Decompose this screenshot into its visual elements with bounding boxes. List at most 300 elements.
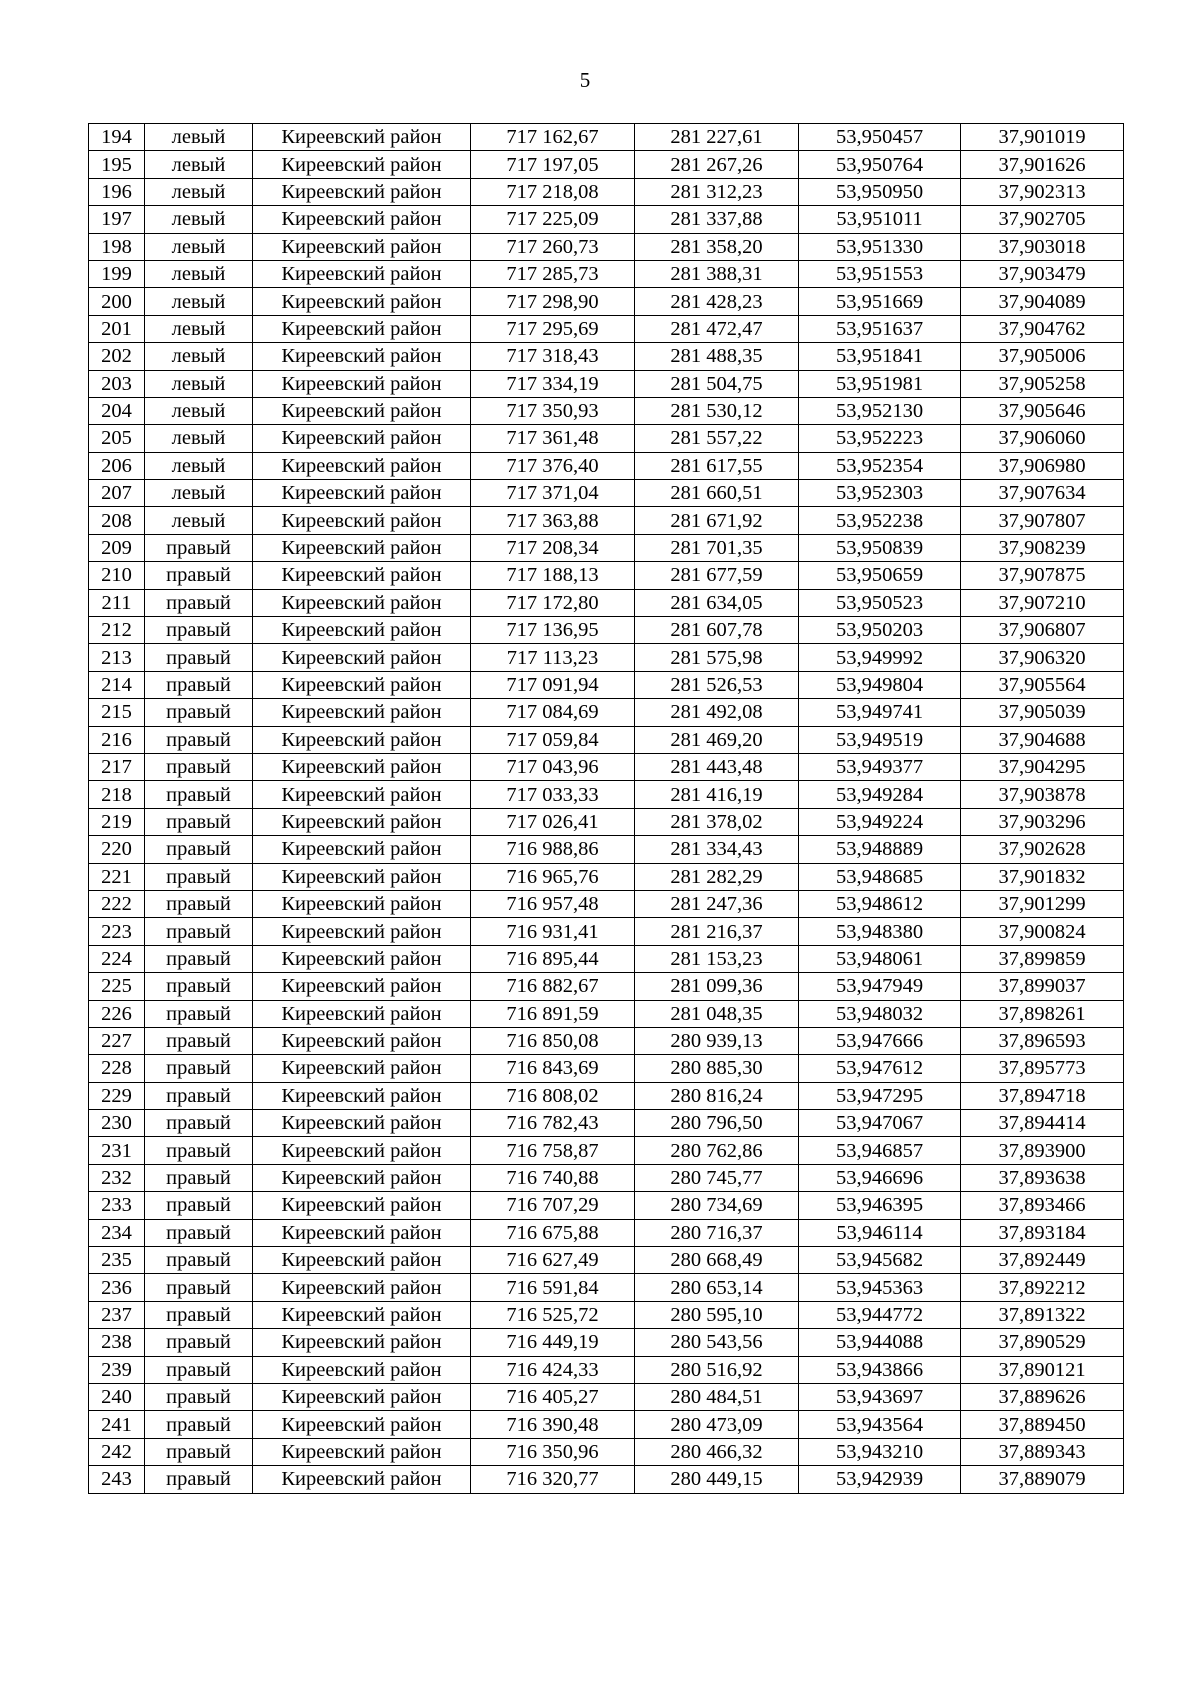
y-coordinate-cell: 281 671,92 xyxy=(635,507,799,534)
y-coordinate-cell: 280 762,86 xyxy=(635,1137,799,1164)
bank-side-cell: левый xyxy=(145,206,253,233)
point-number-cell: 208 xyxy=(89,507,145,534)
latitude-cell: 53,952303 xyxy=(799,480,961,507)
district-cell: Киреевский район xyxy=(253,1438,471,1465)
longitude-cell: 37,900824 xyxy=(961,918,1124,945)
longitude-cell: 37,902313 xyxy=(961,178,1124,205)
x-coordinate-cell: 716 627,49 xyxy=(471,1247,635,1274)
longitude-cell: 37,901299 xyxy=(961,890,1124,917)
district-cell: Киреевский район xyxy=(253,1082,471,1109)
latitude-cell: 53,949804 xyxy=(799,671,961,698)
x-coordinate-cell: 716 895,44 xyxy=(471,945,635,972)
table-row xyxy=(89,973,1124,1000)
table-row xyxy=(89,808,1124,835)
table-row xyxy=(89,425,1124,452)
table-row xyxy=(89,1329,1124,1356)
point-number-cell: 211 xyxy=(89,589,145,616)
x-coordinate-cell: 716 965,76 xyxy=(471,863,635,890)
x-coordinate-cell: 717 371,04 xyxy=(471,480,635,507)
district-cell: Киреевский район xyxy=(253,1137,471,1164)
y-coordinate-cell: 281 677,59 xyxy=(635,562,799,589)
point-number-cell: 202 xyxy=(89,343,145,370)
latitude-cell: 53,952223 xyxy=(799,425,961,452)
longitude-cell: 37,906980 xyxy=(961,452,1124,479)
table-row xyxy=(89,1438,1124,1465)
district-cell: Киреевский район xyxy=(253,343,471,370)
bank-side-cell: правый xyxy=(145,617,253,644)
longitude-cell: 37,903479 xyxy=(961,260,1124,287)
longitude-cell: 37,896593 xyxy=(961,1027,1124,1054)
y-coordinate-cell: 281 492,08 xyxy=(635,699,799,726)
longitude-cell: 37,907807 xyxy=(961,507,1124,534)
y-coordinate-cell: 281 660,51 xyxy=(635,480,799,507)
latitude-cell: 53,946114 xyxy=(799,1219,961,1246)
y-coordinate-cell: 281 634,05 xyxy=(635,589,799,616)
longitude-cell: 37,892449 xyxy=(961,1247,1124,1274)
district-cell: Киреевский район xyxy=(253,617,471,644)
longitude-cell: 37,907634 xyxy=(961,480,1124,507)
table-row xyxy=(89,1082,1124,1109)
bank-side-cell: правый xyxy=(145,1301,253,1328)
bank-side-cell: правый xyxy=(145,1466,253,1493)
y-coordinate-cell: 280 668,49 xyxy=(635,1247,799,1274)
longitude-cell: 37,894718 xyxy=(961,1082,1124,1109)
longitude-cell: 37,890529 xyxy=(961,1329,1124,1356)
latitude-cell: 53,943697 xyxy=(799,1383,961,1410)
point-number-cell: 196 xyxy=(89,178,145,205)
y-coordinate-cell: 281 048,35 xyxy=(635,1000,799,1027)
x-coordinate-cell: 716 675,88 xyxy=(471,1219,635,1246)
latitude-cell: 53,947612 xyxy=(799,1055,961,1082)
x-coordinate-cell: 717 043,96 xyxy=(471,753,635,780)
y-coordinate-cell: 281 469,20 xyxy=(635,726,799,753)
x-coordinate-cell: 717 091,94 xyxy=(471,671,635,698)
latitude-cell: 53,951841 xyxy=(799,343,961,370)
latitude-cell: 53,951330 xyxy=(799,233,961,260)
bank-side-cell: правый xyxy=(145,1274,253,1301)
y-coordinate-cell: 281 416,19 xyxy=(635,781,799,808)
point-number-cell: 236 xyxy=(89,1274,145,1301)
district-cell: Киреевский район xyxy=(253,836,471,863)
point-number-cell: 210 xyxy=(89,562,145,589)
longitude-cell: 37,903296 xyxy=(961,808,1124,835)
longitude-cell: 37,893900 xyxy=(961,1137,1124,1164)
point-number-cell: 223 xyxy=(89,918,145,945)
x-coordinate-cell: 717 218,08 xyxy=(471,178,635,205)
y-coordinate-cell: 280 595,10 xyxy=(635,1301,799,1328)
district-cell: Киреевский район xyxy=(253,863,471,890)
bank-side-cell: левый xyxy=(145,178,253,205)
latitude-cell: 53,950457 xyxy=(799,124,961,151)
y-coordinate-cell: 281 701,35 xyxy=(635,534,799,561)
x-coordinate-cell: 716 782,43 xyxy=(471,1110,635,1137)
point-number-cell: 204 xyxy=(89,397,145,424)
point-number-cell: 227 xyxy=(89,1027,145,1054)
y-coordinate-cell: 280 516,92 xyxy=(635,1356,799,1383)
bank-side-cell: левый xyxy=(145,397,253,424)
longitude-cell: 37,899859 xyxy=(961,945,1124,972)
district-cell: Киреевский район xyxy=(253,589,471,616)
longitude-cell: 37,906320 xyxy=(961,644,1124,671)
y-coordinate-cell: 280 734,69 xyxy=(635,1192,799,1219)
latitude-cell: 53,947067 xyxy=(799,1110,961,1137)
district-cell: Киреевский район xyxy=(253,781,471,808)
longitude-cell: 37,904089 xyxy=(961,288,1124,315)
district-cell: Киреевский район xyxy=(253,1356,471,1383)
x-coordinate-cell: 716 931,41 xyxy=(471,918,635,945)
y-coordinate-cell: 280 484,51 xyxy=(635,1383,799,1410)
y-coordinate-cell: 280 466,32 xyxy=(635,1438,799,1465)
district-cell: Киреевский район xyxy=(253,1000,471,1027)
bank-side-cell: правый xyxy=(145,1000,253,1027)
point-number-cell: 222 xyxy=(89,890,145,917)
bank-side-cell: правый xyxy=(145,753,253,780)
x-coordinate-cell: 716 957,48 xyxy=(471,890,635,917)
district-cell: Киреевский район xyxy=(253,206,471,233)
point-number-cell: 220 xyxy=(89,836,145,863)
longitude-cell: 37,904762 xyxy=(961,315,1124,342)
longitude-cell: 37,889626 xyxy=(961,1383,1124,1410)
latitude-cell: 53,951553 xyxy=(799,260,961,287)
y-coordinate-cell: 280 449,15 xyxy=(635,1466,799,1493)
point-number-cell: 228 xyxy=(89,1055,145,1082)
table-row xyxy=(89,753,1124,780)
x-coordinate-cell: 716 758,87 xyxy=(471,1137,635,1164)
longitude-cell: 37,901019 xyxy=(961,124,1124,151)
bank-side-cell: правый xyxy=(145,1329,253,1356)
point-number-cell: 226 xyxy=(89,1000,145,1027)
x-coordinate-cell: 717 026,41 xyxy=(471,808,635,835)
table-row xyxy=(89,1356,1124,1383)
table-row xyxy=(89,233,1124,260)
latitude-cell: 53,949992 xyxy=(799,644,961,671)
longitude-cell: 37,891322 xyxy=(961,1301,1124,1328)
y-coordinate-cell: 281 526,53 xyxy=(635,671,799,698)
district-cell: Киреевский район xyxy=(253,945,471,972)
latitude-cell: 53,946857 xyxy=(799,1137,961,1164)
table-row xyxy=(89,726,1124,753)
longitude-cell: 37,893638 xyxy=(961,1164,1124,1191)
district-cell: Киреевский район xyxy=(253,1383,471,1410)
longitude-cell: 37,905258 xyxy=(961,370,1124,397)
district-cell: Киреевский район xyxy=(253,671,471,698)
bank-side-cell: правый xyxy=(145,836,253,863)
table-row xyxy=(89,1027,1124,1054)
table-row xyxy=(89,1219,1124,1246)
table-row xyxy=(89,589,1124,616)
y-coordinate-cell: 281 617,55 xyxy=(635,452,799,479)
bank-side-cell: правый xyxy=(145,1082,253,1109)
district-cell: Киреевский район xyxy=(253,918,471,945)
bank-side-cell: правый xyxy=(145,644,253,671)
bank-side-cell: правый xyxy=(145,1164,253,1191)
point-number-cell: 233 xyxy=(89,1192,145,1219)
x-coordinate-cell: 716 449,19 xyxy=(471,1329,635,1356)
latitude-cell: 53,951011 xyxy=(799,206,961,233)
x-coordinate-cell: 716 882,67 xyxy=(471,973,635,1000)
x-coordinate-cell: 717 298,90 xyxy=(471,288,635,315)
x-coordinate-cell: 716 891,59 xyxy=(471,1000,635,1027)
y-coordinate-cell: 280 745,77 xyxy=(635,1164,799,1191)
latitude-cell: 53,948612 xyxy=(799,890,961,917)
y-coordinate-cell: 281 099,36 xyxy=(635,973,799,1000)
point-number-cell: 198 xyxy=(89,233,145,260)
latitude-cell: 53,943564 xyxy=(799,1411,961,1438)
longitude-cell: 37,908239 xyxy=(961,534,1124,561)
bank-side-cell: левый xyxy=(145,151,253,178)
x-coordinate-cell: 716 850,08 xyxy=(471,1027,635,1054)
bank-side-cell: левый xyxy=(145,370,253,397)
point-number-cell: 205 xyxy=(89,425,145,452)
table-row xyxy=(89,1274,1124,1301)
point-number-cell: 221 xyxy=(89,863,145,890)
longitude-cell: 37,906807 xyxy=(961,617,1124,644)
table-row xyxy=(89,370,1124,397)
district-cell: Киреевский район xyxy=(253,425,471,452)
x-coordinate-cell: 716 350,96 xyxy=(471,1438,635,1465)
latitude-cell: 53,949224 xyxy=(799,808,961,835)
district-cell: Киреевский район xyxy=(253,753,471,780)
table-row xyxy=(89,151,1124,178)
y-coordinate-cell: 281 557,22 xyxy=(635,425,799,452)
longitude-cell: 37,889450 xyxy=(961,1411,1124,1438)
x-coordinate-cell: 717 285,73 xyxy=(471,260,635,287)
point-number-cell: 206 xyxy=(89,452,145,479)
x-coordinate-cell: 716 740,88 xyxy=(471,1164,635,1191)
bank-side-cell: левый xyxy=(145,507,253,534)
y-coordinate-cell: 281 428,23 xyxy=(635,288,799,315)
y-coordinate-cell: 281 312,23 xyxy=(635,178,799,205)
table-row xyxy=(89,699,1124,726)
bank-side-cell: левый xyxy=(145,425,253,452)
district-cell: Киреевский район xyxy=(253,1247,471,1274)
x-coordinate-cell: 716 707,29 xyxy=(471,1192,635,1219)
bank-side-cell: правый xyxy=(145,562,253,589)
latitude-cell: 53,949519 xyxy=(799,726,961,753)
x-coordinate-cell: 717 136,95 xyxy=(471,617,635,644)
longitude-cell: 37,902705 xyxy=(961,206,1124,233)
district-cell: Киреевский район xyxy=(253,1055,471,1082)
point-number-cell: 224 xyxy=(89,945,145,972)
y-coordinate-cell: 281 334,43 xyxy=(635,836,799,863)
y-coordinate-cell: 281 282,29 xyxy=(635,863,799,890)
longitude-cell: 37,901832 xyxy=(961,863,1124,890)
point-number-cell: 214 xyxy=(89,671,145,698)
x-coordinate-cell: 717 260,73 xyxy=(471,233,635,260)
latitude-cell: 53,950203 xyxy=(799,617,961,644)
point-number-cell: 234 xyxy=(89,1219,145,1246)
district-cell: Киреевский район xyxy=(253,1219,471,1246)
longitude-cell: 37,890121 xyxy=(961,1356,1124,1383)
point-number-cell: 229 xyxy=(89,1082,145,1109)
x-coordinate-cell: 717 059,84 xyxy=(471,726,635,753)
table-row xyxy=(89,1055,1124,1082)
bank-side-cell: правый xyxy=(145,1219,253,1246)
point-number-cell: 209 xyxy=(89,534,145,561)
district-cell: Киреевский район xyxy=(253,260,471,287)
district-cell: Киреевский район xyxy=(253,534,471,561)
district-cell: Киреевский район xyxy=(253,1164,471,1191)
point-number-cell: 203 xyxy=(89,370,145,397)
latitude-cell: 53,952130 xyxy=(799,397,961,424)
point-number-cell: 213 xyxy=(89,644,145,671)
x-coordinate-cell: 716 320,77 xyxy=(471,1466,635,1493)
latitude-cell: 53,948380 xyxy=(799,918,961,945)
x-coordinate-cell: 716 405,27 xyxy=(471,1383,635,1410)
bank-side-cell: правый xyxy=(145,973,253,1000)
table-row xyxy=(89,452,1124,479)
latitude-cell: 53,942939 xyxy=(799,1466,961,1493)
bank-side-cell: правый xyxy=(145,781,253,808)
district-cell: Киреевский район xyxy=(253,808,471,835)
latitude-cell: 53,949284 xyxy=(799,781,961,808)
x-coordinate-cell: 717 208,34 xyxy=(471,534,635,561)
y-coordinate-cell: 281 388,31 xyxy=(635,260,799,287)
x-coordinate-cell: 717 113,23 xyxy=(471,644,635,671)
x-coordinate-cell: 716 591,84 xyxy=(471,1274,635,1301)
y-coordinate-cell: 281 504,75 xyxy=(635,370,799,397)
x-coordinate-cell: 717 162,67 xyxy=(471,124,635,151)
table-row xyxy=(89,1137,1124,1164)
x-coordinate-cell: 717 318,43 xyxy=(471,343,635,370)
table-row xyxy=(89,1110,1124,1137)
y-coordinate-cell: 281 378,02 xyxy=(635,808,799,835)
latitude-cell: 53,948685 xyxy=(799,863,961,890)
latitude-cell: 53,952354 xyxy=(799,452,961,479)
x-coordinate-cell: 717 172,80 xyxy=(471,589,635,616)
x-coordinate-cell: 717 334,19 xyxy=(471,370,635,397)
longitude-cell: 37,889343 xyxy=(961,1438,1124,1465)
x-coordinate-cell: 716 988,86 xyxy=(471,836,635,863)
latitude-cell: 53,946696 xyxy=(799,1164,961,1191)
coordinates-table-body xyxy=(89,124,1124,1494)
x-coordinate-cell: 716 808,02 xyxy=(471,1082,635,1109)
longitude-cell: 37,899037 xyxy=(961,973,1124,1000)
latitude-cell: 53,950950 xyxy=(799,178,961,205)
district-cell: Киреевский район xyxy=(253,644,471,671)
bank-side-cell: правый xyxy=(145,1110,253,1137)
bank-side-cell: правый xyxy=(145,1137,253,1164)
point-number-cell: 216 xyxy=(89,726,145,753)
y-coordinate-cell: 280 716,37 xyxy=(635,1219,799,1246)
point-number-cell: 241 xyxy=(89,1411,145,1438)
latitude-cell: 53,947666 xyxy=(799,1027,961,1054)
district-cell: Киреевский район xyxy=(253,973,471,1000)
longitude-cell: 37,901626 xyxy=(961,151,1124,178)
point-number-cell: 197 xyxy=(89,206,145,233)
latitude-cell: 53,948889 xyxy=(799,836,961,863)
bank-side-cell: левый xyxy=(145,260,253,287)
y-coordinate-cell: 280 816,24 xyxy=(635,1082,799,1109)
district-cell: Киреевский район xyxy=(253,124,471,151)
bank-side-cell: правый xyxy=(145,1247,253,1274)
y-coordinate-cell: 281 216,37 xyxy=(635,918,799,945)
longitude-cell: 37,903878 xyxy=(961,781,1124,808)
point-number-cell: 238 xyxy=(89,1329,145,1356)
table-row xyxy=(89,260,1124,287)
point-number-cell: 243 xyxy=(89,1466,145,1493)
district-cell: Киреевский район xyxy=(253,480,471,507)
x-coordinate-cell: 717 376,40 xyxy=(471,452,635,479)
district-cell: Киреевский район xyxy=(253,699,471,726)
bank-side-cell: правый xyxy=(145,726,253,753)
point-number-cell: 240 xyxy=(89,1383,145,1410)
x-coordinate-cell: 716 424,33 xyxy=(471,1356,635,1383)
table-row xyxy=(89,617,1124,644)
page-number: 5 xyxy=(579,68,591,92)
bank-side-cell: правый xyxy=(145,863,253,890)
point-number-cell: 217 xyxy=(89,753,145,780)
x-coordinate-cell: 717 363,88 xyxy=(471,507,635,534)
longitude-cell: 37,905039 xyxy=(961,699,1124,726)
bank-side-cell: правый xyxy=(145,1027,253,1054)
latitude-cell: 53,951669 xyxy=(799,288,961,315)
bank-side-cell: левый xyxy=(145,315,253,342)
bank-side-cell: левый xyxy=(145,233,253,260)
longitude-cell: 37,898261 xyxy=(961,1000,1124,1027)
point-number-cell: 235 xyxy=(89,1247,145,1274)
table-row xyxy=(89,863,1124,890)
bank-side-cell: левый xyxy=(145,124,253,151)
bank-side-cell: правый xyxy=(145,534,253,561)
bank-side-cell: правый xyxy=(145,1356,253,1383)
table-row xyxy=(89,315,1124,342)
longitude-cell: 37,904295 xyxy=(961,753,1124,780)
district-cell: Киреевский район xyxy=(253,1027,471,1054)
point-number-cell: 195 xyxy=(89,151,145,178)
bank-side-cell: правый xyxy=(145,1383,253,1410)
latitude-cell: 53,951637 xyxy=(799,315,961,342)
bank-side-cell: правый xyxy=(145,945,253,972)
table-row xyxy=(89,124,1124,151)
district-cell: Киреевский район xyxy=(253,890,471,917)
district-cell: Киреевский район xyxy=(253,370,471,397)
district-cell: Киреевский район xyxy=(253,452,471,479)
latitude-cell: 53,950764 xyxy=(799,151,961,178)
latitude-cell: 53,943210 xyxy=(799,1438,961,1465)
latitude-cell: 53,947949 xyxy=(799,973,961,1000)
point-number-cell: 207 xyxy=(89,480,145,507)
x-coordinate-cell: 717 225,09 xyxy=(471,206,635,233)
district-cell: Киреевский район xyxy=(253,1466,471,1493)
point-number-cell: 215 xyxy=(89,699,145,726)
y-coordinate-cell: 281 607,78 xyxy=(635,617,799,644)
latitude-cell: 53,944772 xyxy=(799,1301,961,1328)
table-row xyxy=(89,945,1124,972)
latitude-cell: 53,943866 xyxy=(799,1356,961,1383)
bank-side-cell: правый xyxy=(145,671,253,698)
district-cell: Киреевский район xyxy=(253,1192,471,1219)
bank-side-cell: правый xyxy=(145,589,253,616)
x-coordinate-cell: 717 295,69 xyxy=(471,315,635,342)
latitude-cell: 53,946395 xyxy=(799,1192,961,1219)
x-coordinate-cell: 717 188,13 xyxy=(471,562,635,589)
bank-side-cell: правый xyxy=(145,808,253,835)
point-number-cell: 219 xyxy=(89,808,145,835)
bank-side-cell: правый xyxy=(145,1192,253,1219)
y-coordinate-cell: 280 939,13 xyxy=(635,1027,799,1054)
bank-side-cell: левый xyxy=(145,343,253,370)
district-cell: Киреевский район xyxy=(253,1110,471,1137)
table-row xyxy=(89,1466,1124,1493)
longitude-cell: 37,905646 xyxy=(961,397,1124,424)
latitude-cell: 53,948032 xyxy=(799,1000,961,1027)
bank-side-cell: правый xyxy=(145,699,253,726)
district-cell: Киреевский район xyxy=(253,288,471,315)
y-coordinate-cell: 281 337,88 xyxy=(635,206,799,233)
point-number-cell: 200 xyxy=(89,288,145,315)
longitude-cell: 37,902628 xyxy=(961,836,1124,863)
